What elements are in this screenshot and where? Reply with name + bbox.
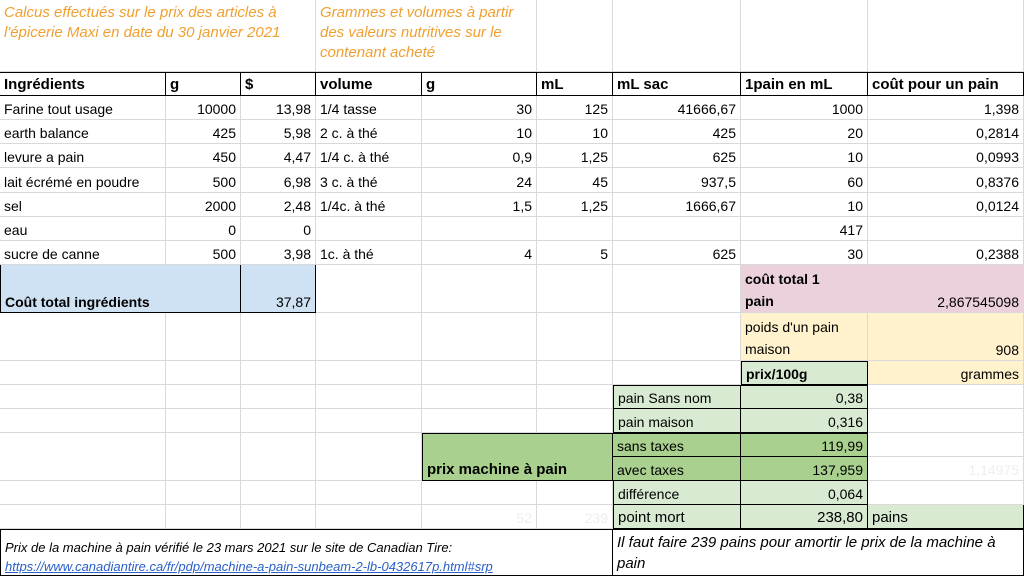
ingredient-price[interactable]: 5,98 [241,120,316,144]
ingredient-grams[interactable]: 450 [166,144,241,168]
cell-empty[interactable] [868,433,1024,457]
ingredient-pain-ml[interactable]: 30 [741,241,868,265]
cell-empty[interactable] [316,361,422,385]
ingredient-volume[interactable] [316,217,422,241]
ingredient-grams[interactable]: 0 [166,217,241,241]
ingredient-price[interactable]: 6,98 [241,168,316,192]
prices-note[interactable]: Calcus effectués sur le prix des articles à l'épicerie Maxi en date du 30 janvier 2021 [0,0,316,72]
ingredient-name[interactable]: lait écrémé en poudre [0,168,166,192]
ingredient-price[interactable]: 13,98 [241,96,316,120]
header-ml[interactable]: mL [537,72,613,96]
ingredient-cout[interactable]: 0,0993 [868,144,1024,168]
cell-empty[interactable] [868,409,1024,433]
cell-empty[interactable] [613,313,741,361]
cell-empty[interactable] [241,313,316,361]
cell-empty[interactable] [316,313,422,361]
ingredient-cout[interactable]: 0,8376 [868,168,1024,192]
cell-empty[interactable] [741,0,868,72]
total-ingredients-label-cell[interactable] [0,265,241,313]
difference-value[interactable]: 0,064 [741,481,868,505]
ingredient-volume[interactable]: 1/4 tasse [316,96,422,120]
ingredient-pain-ml[interactable]: 10 [741,193,868,217]
point-mort-value[interactable]: 238,80 [741,505,868,529]
volumes-note[interactable]: Grammes et volumes à partir des valeurs nutritives sur le contenant acheté [316,0,537,72]
header-dollar[interactable]: $ [241,72,316,96]
ingredient-ml[interactable]: 10 [537,120,613,144]
ingredient-portion-grams[interactable]: 1,5 [422,193,537,217]
cell-empty[interactable] [537,409,613,433]
cell-empty[interactable] [241,481,316,505]
ingredient-portion-grams[interactable]: 10 [422,120,537,144]
cell-empty[interactable] [241,433,316,481]
header-g2[interactable]: g [422,72,537,96]
ingredient-price[interactable]: 3,98 [241,241,316,265]
prix100-label[interactable]: prix/100g [741,361,868,385]
header-cout-pain[interactable]: coût pour un pain [868,72,1024,96]
sans-taxes-value[interactable]: 119,99 [741,433,868,457]
cell-empty[interactable] [166,313,241,361]
cell-empty[interactable] [537,313,613,361]
cell-empty[interactable] [422,409,537,433]
cell-empty[interactable] [316,433,422,481]
ingredient-ml[interactable]: 1,25 [537,193,613,217]
cell-empty[interactable] [422,313,537,361]
ghost-52[interactable]: 52 [422,505,537,529]
ghost-239[interactable]: 239 [537,505,613,529]
ingredient-portion-grams[interactable]: 0,9 [422,144,537,168]
ingredient-ml-sac[interactable]: 41666,67 [613,96,741,120]
ingredient-ml[interactable]: 1,25 [537,144,613,168]
header-pain-ml[interactable]: 1pain en mL [741,72,868,96]
ingredient-volume[interactable]: 1/4c. à thé [316,193,422,217]
ingredient-ml-sac[interactable]: 625 [613,144,741,168]
cell-empty[interactable] [0,409,166,433]
ingredient-grams[interactable]: 425 [166,120,241,144]
tax-rate-ghost[interactable]: 1,14975 [868,457,1024,481]
ingredient-cout[interactable]: 0,2814 [868,120,1024,144]
ingredient-portion-grams[interactable]: 24 [422,168,537,192]
cell-empty[interactable] [166,409,241,433]
ingredient-ml[interactable]: 125 [537,96,613,120]
cell-empty[interactable] [166,385,241,409]
ingredient-ml[interactable]: 45 [537,168,613,192]
sans-taxes-label[interactable]: sans taxes [613,433,741,457]
ingredient-cout[interactable] [868,217,1024,241]
cell-empty[interactable] [868,385,1024,409]
cell-empty[interactable] [537,361,613,385]
cell-empty[interactable] [316,409,422,433]
ingredient-pain-ml[interactable]: 60 [741,168,868,192]
ingredient-volume[interactable]: 1/4 c. à thé [316,144,422,168]
footer-note: Prix de la machine à pain vérifié le 23 mars 2021 sur le site de Canadian Tire: [5,540,453,555]
poids-label-2: maison [745,341,791,357]
pain-maison-label[interactable]: pain maison [613,409,741,433]
ingredient-ml-sac[interactable]: 625 [613,241,741,265]
ingredient-portion-grams[interactable] [422,217,537,241]
ingredient-pain-ml[interactable]: 20 [741,120,868,144]
total-ingredients-value[interactable]: 37,87 [241,265,316,313]
cell-empty[interactable] [241,361,316,385]
pain-sans-nom-value[interactable]: 0,38 [741,385,868,409]
cell-empty[interactable] [868,481,1024,505]
cell-empty[interactable] [0,481,166,505]
cell-empty[interactable] [422,481,537,505]
cell-empty[interactable] [868,0,1024,72]
header-g[interactable]: g [166,72,241,96]
conclusion-note[interactable]: Il faut faire 239 pains pour amortir le prix de la machine à pain [613,529,1024,576]
ingredient-volume[interactable]: 3 c. à thé [316,168,422,192]
cell-empty[interactable] [316,265,422,313]
ingredient-volume[interactable]: 2 c. à thé [316,120,422,144]
cout-total-label-cell[interactable] [741,265,868,313]
ingredient-name[interactable]: Farine tout usage [0,96,166,120]
ingredient-cout[interactable]: 0,0124 [868,193,1024,217]
ingredient-cout[interactable]: 1,398 [868,96,1024,120]
cell-empty[interactable] [422,361,537,385]
ingredient-name[interactable]: levure a pain [0,144,166,168]
cell-empty[interactable] [241,409,316,433]
ingredient-ml-sac[interactable]: 1666,67 [613,193,741,217]
difference-label[interactable]: différence [613,481,741,505]
cell-empty[interactable] [316,385,422,409]
ingredient-grams[interactable]: 2000 [166,193,241,217]
cell-empty[interactable] [0,361,166,385]
cell-empty[interactable] [537,265,613,313]
ingredient-name[interactable]: sucre de canne [0,241,166,265]
cell-empty[interactable] [166,433,241,481]
cell-empty[interactable] [613,361,741,385]
cell-empty[interactable] [537,385,613,409]
poids-label-cell[interactable] [741,313,868,361]
cell-empty[interactable] [241,385,316,409]
ingredient-portion-grams[interactable]: 4 [422,241,537,265]
ingredient-cout[interactable]: 0,2388 [868,241,1024,265]
cell-empty[interactable] [316,505,422,529]
ingredient-name[interactable]: earth balance [0,120,166,144]
ingredient-pain-ml[interactable]: 1000 [741,96,868,120]
footer-note-cell[interactable] [0,529,613,576]
avec-taxes-label[interactable]: avec taxes [613,457,741,481]
avec-taxes-value[interactable]: 137,959 [741,457,868,481]
cell-empty[interactable] [166,481,241,505]
header-ingredients[interactable]: Ingrédients [0,72,166,96]
ingredient-ml-sac[interactable] [613,217,741,241]
cell-empty[interactable] [537,481,613,505]
cell-empty[interactable] [422,265,537,313]
cell-empty[interactable] [241,505,316,529]
grammes-label[interactable]: grammes [868,361,1024,385]
poids-label-1: poids d'un pain [745,319,839,335]
ingredient-ml[interactable]: 5 [537,241,613,265]
ingredient-pain-ml[interactable]: 417 [741,217,868,241]
point-mort-label[interactable]: point mort [613,505,741,529]
ingredient-ml[interactable] [537,217,613,241]
poids-value[interactable]: 908 [868,313,1024,361]
ingredient-grams[interactable]: 500 [166,241,241,265]
cout-total-value[interactable]: 2,867545098 [868,265,1024,313]
cell-empty[interactable] [166,361,241,385]
pains-label[interactable]: pains [868,505,1024,529]
cell-empty[interactable] [166,505,241,529]
cout-total-label-1: coût total 1 [745,271,820,287]
ingredient-price[interactable]: 2,48 [241,193,316,217]
header-ml-sac[interactable]: mL sac [613,72,741,96]
ingredient-name[interactable]: sel [0,193,166,217]
ingredient-grams[interactable]: 500 [166,168,241,192]
cell-empty[interactable] [0,385,166,409]
machine-label[interactable]: prix machine à pain [422,433,613,481]
ingredient-price[interactable]: 4,47 [241,144,316,168]
ingredient-name[interactable]: eau [0,217,166,241]
ingredient-ml-sac[interactable]: 937,5 [613,168,741,192]
cell-empty[interactable] [0,505,166,529]
cell-empty[interactable] [0,313,166,361]
pain-sans-nom-label[interactable]: pain Sans nom [613,385,741,409]
cell-empty[interactable] [537,0,613,72]
cell-empty[interactable] [422,385,537,409]
ingredient-volume[interactable]: 1c. à thé [316,241,422,265]
canadian-tire-link[interactable]: https://www.canadiantire.ca/fr/pdp/machine-a-pain-sunbeam-2-lb-0432617p.html#srp [5,559,493,574]
ingredient-price[interactable]: 0 [241,217,316,241]
cell-empty[interactable] [613,0,741,72]
cout-total-label-2: pain [745,293,774,309]
ingredient-grams[interactable]: 10000 [166,96,241,120]
cell-empty[interactable] [316,481,422,505]
cell-empty[interactable] [613,265,741,313]
ingredient-portion-grams[interactable]: 30 [422,96,537,120]
cell-empty[interactable] [0,433,166,481]
pain-maison-value[interactable]: 0,316 [741,409,868,433]
ingredient-ml-sac[interactable]: 425 [613,120,741,144]
header-volume[interactable]: volume [316,72,422,96]
ingredient-pain-ml[interactable]: 10 [741,144,868,168]
total-ingredients-label: Coût total ingrédients [5,294,150,310]
